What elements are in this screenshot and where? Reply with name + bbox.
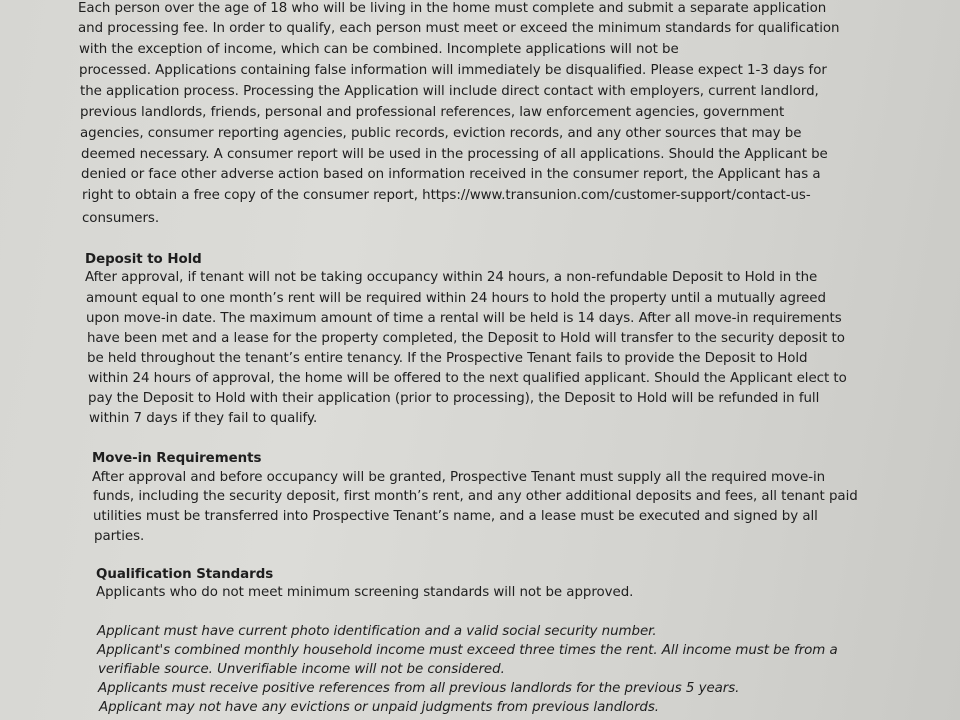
movein-heading: Move-in Requirements [92,451,262,466]
qualification-heading: Qualification Standards [96,567,274,582]
deposit-line: be held throughout the tenant’s entire tenancy. If the Prospective Tenant fails to provide the Deposit to Hold [87,351,808,366]
deposit-line: within 24 hours of approval, the home will be offered to the next qualified applicant. Should the Applicant elect to [88,371,847,386]
deposit-line: pay the Deposit to Hold with their application (prior to processing), the Deposit to Hold will be refunded in full [88,391,820,406]
qualification-item: Applicant must have current photo identification and a valid social security number. [97,624,657,639]
qualification-item: Applicants must receive positive references from all previous landlords for the previous 5 years. [98,681,740,696]
application-line: processed. Applications containing false information will immediately be disqualified. Please expect 1-3 days for [79,63,827,78]
deposit-line: have been met and a lease for the property completed, the Deposit to Hold will transfer to the security deposit to [87,331,845,346]
application-line: agencies, consumer reporting agencies, public records, eviction records, and any other sources that may be [80,126,802,141]
deposit-line: within 7 days if they fail to qualify. [89,411,318,426]
application-line: the application process. Processing the Application will include direct contact with employers, current landlord, [80,84,819,99]
application-line: consumers. [82,211,160,226]
movein-line: After approval and before occupancy will be granted, Prospective Tenant must supply all the required move-in [92,470,826,485]
deposit-line: After approval, if tenant will not be taking occupancy within 24 hours, a non-refundable Deposit to Hold in the [85,270,818,285]
qualification-item: Applicant may not have any evictions or unpaid judgments from previous landlords. [99,700,659,715]
deposit-heading: Deposit to Hold [85,252,202,267]
application-line: right to obtain a free copy of the consumer report, https://www.transunion.com/customer-support/contact-us- [82,188,811,203]
movein-line: funds, including the security deposit, first month’s rent, and any other additional deposits and fees, all tenant paid [93,489,858,504]
qualification-intro: Applicants who do not meet minimum screening standards will not be approved. [96,585,634,600]
application-line: with the exception of income, which can be combined. Incomplete applications will not be [79,42,679,57]
application-line: Each person over the age of 18 who will be living in the home must complete and submit a separate application [78,1,827,16]
qualification-item: Applicant's combined monthly household income must exceed three times the rent. All income must be from a [97,643,838,658]
deposit-line: amount equal to one month’s rent will be required within 24 hours to hold the property until a mutually agreed [86,291,826,306]
deposit-line: upon move-in date. The maximum amount of time a rental will be held is 14 days. After all move-in requirements [86,311,842,326]
movein-line: parties. [94,529,145,544]
application-line: and processing fee. In order to qualify, each person must meet or exceed the minimum standards for qualification [78,21,840,36]
application-line: denied or face other adverse action based on information received in the consumer report, the Applicant has a [81,167,821,182]
movein-line: utilities must be transferred into Prospective Tenant’s name, and a lease must be executed and signed by all [93,509,818,524]
application-line: previous landlords, friends, personal and professional references, law enforcement agencies, government [80,105,785,120]
qualification-item: verifiable source. Unverifiable income will not be considered. [98,662,505,677]
application-line: deemed necessary. A consumer report will be used in the processing of all applications. Should the Applicant be [81,147,828,162]
